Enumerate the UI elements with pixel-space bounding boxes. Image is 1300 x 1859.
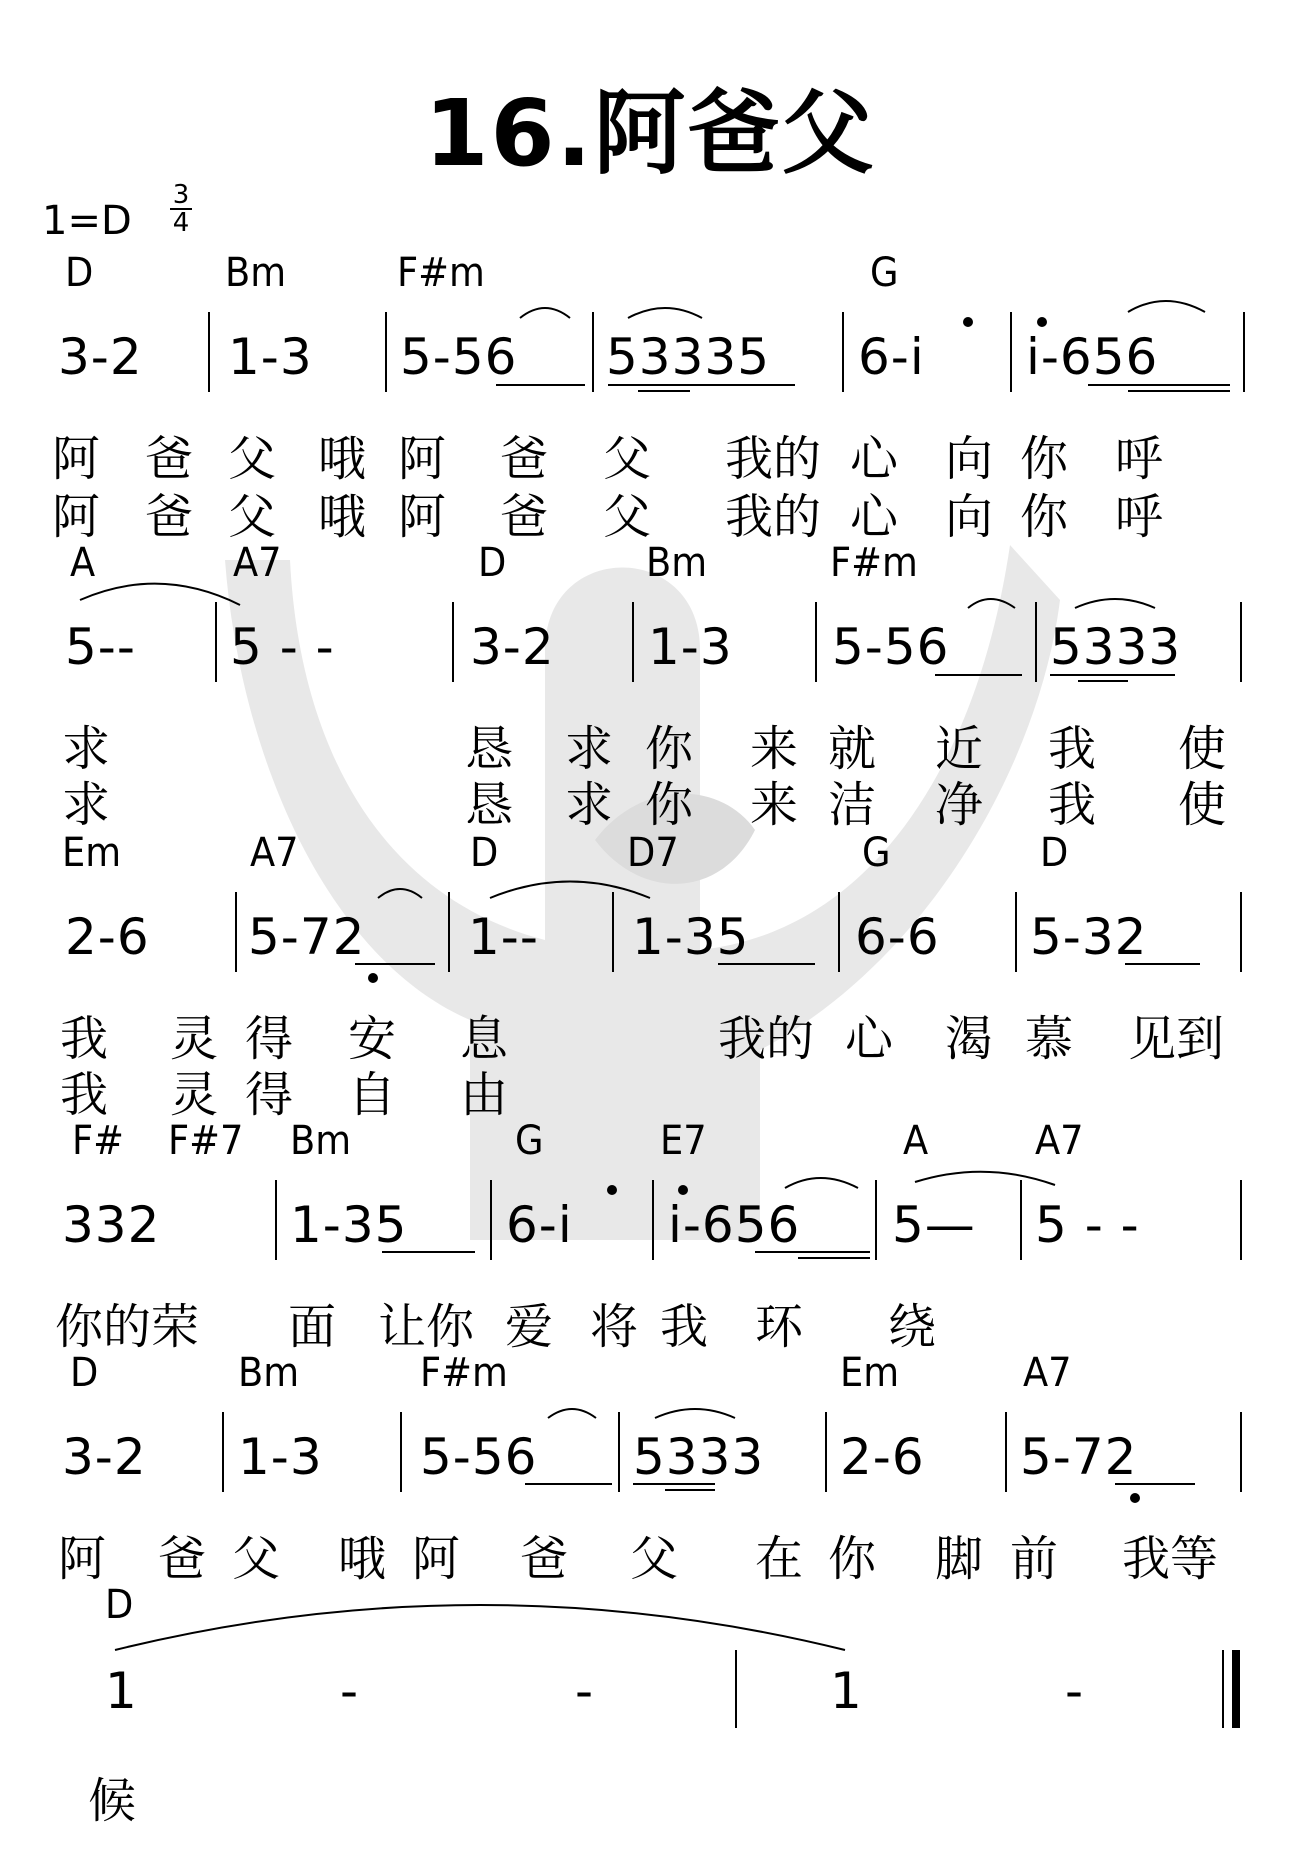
- tie: [548, 1409, 596, 1418]
- note-group: i-656: [1026, 328, 1159, 386]
- lyric: 使: [1178, 721, 1227, 777]
- chord: G: [515, 1118, 544, 1164]
- note-group: 1--: [468, 908, 539, 966]
- note-group: 3-2: [470, 618, 555, 676]
- lyric: 心: [845, 1011, 894, 1067]
- lyric: 爸: [145, 431, 194, 487]
- tie: [628, 308, 702, 318]
- tie: [520, 308, 570, 318]
- lyric: 阿: [52, 489, 101, 545]
- note-group: 5 - -: [1035, 1196, 1140, 1254]
- note-group: 5 - -: [230, 618, 335, 676]
- lyric: 阿: [412, 1531, 461, 1587]
- note-group: 5--: [65, 618, 136, 676]
- lyric: 向: [945, 431, 994, 487]
- chord: F#: [72, 1118, 125, 1164]
- time-numerator: 3: [172, 180, 190, 210]
- lyric: 你: [1020, 431, 1069, 487]
- lyric: 爸: [500, 431, 549, 487]
- lyric: 爸: [520, 1531, 569, 1587]
- chord: Em: [62, 830, 122, 876]
- lyric: 父: [232, 1531, 281, 1587]
- lyric: 父: [603, 431, 652, 487]
- lyric: 来: [750, 721, 799, 777]
- lyric: 绕: [888, 1299, 937, 1355]
- octave-dot: [369, 974, 377, 982]
- lyric: 你: [645, 721, 694, 777]
- lyric: 净: [935, 777, 984, 833]
- lyric: 你: [645, 777, 694, 833]
- chord: D: [1040, 830, 1069, 876]
- chord: D7: [627, 830, 679, 876]
- lyric: 哦: [318, 431, 367, 487]
- octave-dot: [1038, 318, 1046, 326]
- lyric: 求: [62, 721, 111, 777]
- note-group: 332: [62, 1196, 161, 1254]
- lyric: 向: [945, 489, 994, 545]
- lyric: 心: [850, 489, 899, 545]
- lyric: 灵: [170, 1067, 219, 1123]
- note-group: 6-i: [506, 1196, 573, 1254]
- lyric: 爸: [145, 489, 194, 545]
- lyric: 我等: [1122, 1531, 1219, 1587]
- note-group: 53335: [606, 328, 771, 386]
- lyric: 息: [460, 1011, 509, 1067]
- chord: A7: [1023, 1350, 1072, 1396]
- chord: D: [70, 1350, 99, 1396]
- lyric: 爱: [505, 1299, 554, 1355]
- chord: G: [862, 830, 891, 876]
- octave-dot: [679, 1186, 687, 1194]
- note-group: 1-3: [648, 618, 733, 676]
- tie: [80, 584, 240, 605]
- tie: [655, 1409, 735, 1418]
- lyric: 父: [603, 489, 652, 545]
- note-group: 1: [105, 1662, 138, 1720]
- tie: [115, 1605, 845, 1650]
- lyric: 由: [460, 1067, 509, 1123]
- note-group: 1: [830, 1662, 863, 1720]
- chord: D: [470, 830, 499, 876]
- octave-dot: [608, 1186, 616, 1194]
- note-group: 2-6: [65, 908, 150, 966]
- tie: [1128, 301, 1205, 312]
- lyric: 恳: [465, 721, 514, 777]
- lyric: 呼: [1115, 489, 1164, 545]
- chord: Bm: [238, 1350, 300, 1396]
- lyric: 近: [935, 721, 984, 777]
- lyric: 前: [1010, 1531, 1059, 1587]
- lyric: 父: [228, 489, 277, 545]
- lyric: 我: [60, 1011, 109, 1067]
- lyric: 让你: [378, 1299, 475, 1355]
- chord: F#m: [420, 1350, 508, 1396]
- lyric: 哦: [318, 489, 367, 545]
- lyric: 求: [565, 777, 614, 833]
- note-group: 1-35: [290, 1196, 408, 1254]
- chord: F#7: [168, 1118, 244, 1164]
- lyric: 在: [755, 1531, 804, 1587]
- chord: Bm: [646, 540, 708, 586]
- lyric: 来: [750, 777, 799, 833]
- note-group: -: [340, 1662, 360, 1720]
- note-group: 5333: [1050, 618, 1182, 676]
- chord: D: [105, 1582, 134, 1628]
- note-group: 3-2: [58, 328, 143, 386]
- lyric: 就: [828, 721, 877, 777]
- octave-dot: [964, 318, 972, 326]
- note-group: 6-6: [855, 908, 940, 966]
- key-signature: 1=D: [42, 198, 132, 244]
- note-group: 5-72: [1020, 1428, 1138, 1486]
- lyric: 灵: [170, 1011, 219, 1067]
- chord: F#m: [830, 540, 918, 586]
- chord: Bm: [290, 1118, 352, 1164]
- lyric: 你: [1020, 489, 1069, 545]
- note-group: i-656: [668, 1196, 801, 1254]
- lyric: 安: [348, 1011, 397, 1067]
- tie: [968, 599, 1015, 608]
- lyric: 得: [245, 1011, 294, 1067]
- chord: A: [70, 540, 96, 586]
- lyric: 渴: [945, 1011, 994, 1067]
- tie: [915, 1172, 1055, 1185]
- lyric: 父: [630, 1531, 679, 1587]
- lyric: 爸: [158, 1531, 207, 1587]
- chord: G: [870, 250, 899, 296]
- note-group: 3-2: [62, 1428, 147, 1486]
- chord: A: [903, 1118, 929, 1164]
- lyric: 我: [60, 1067, 109, 1123]
- lyric: 自: [348, 1067, 397, 1123]
- lyric: 阿: [52, 431, 101, 487]
- note-group: 2-6: [840, 1428, 925, 1486]
- chord: Em: [840, 1350, 900, 1396]
- note-group: 5-72: [248, 908, 366, 966]
- lyric: 求: [62, 777, 111, 833]
- note-group: 1-35: [632, 908, 750, 966]
- note-group: 5-56: [420, 1428, 538, 1486]
- lyric: 哦: [338, 1531, 387, 1587]
- lyric: 慕: [1025, 1011, 1074, 1067]
- note-group: 1-3: [238, 1428, 323, 1486]
- lyric: 面: [288, 1299, 337, 1355]
- song-title: 16.阿爸父: [424, 80, 876, 187]
- lyric: 父: [228, 431, 277, 487]
- note-group: 5-56: [832, 618, 950, 676]
- lyric: 心: [850, 431, 899, 487]
- octave-dot: [1131, 1494, 1139, 1502]
- lyric: 我的: [725, 431, 822, 487]
- tie: [785, 1178, 858, 1188]
- note-group: -: [1065, 1662, 1085, 1720]
- lyric: 呼: [1115, 431, 1164, 487]
- note-group: 6-i: [858, 328, 925, 386]
- lyric: 洁: [828, 777, 877, 833]
- time-denominator: 4: [172, 208, 190, 238]
- lyric: 我: [1048, 721, 1097, 777]
- lyric: 我: [1048, 777, 1097, 833]
- tie: [378, 889, 422, 898]
- chord: D: [65, 250, 94, 296]
- lyric: 阿: [398, 431, 447, 487]
- lyric: 将: [590, 1299, 639, 1355]
- lyric: 爸: [500, 489, 549, 545]
- lyric: 候: [88, 1773, 137, 1829]
- chord: A7: [250, 830, 299, 876]
- note-group: 5-32: [1030, 908, 1148, 966]
- chord: E7: [660, 1118, 707, 1164]
- chord: F#m: [397, 250, 485, 296]
- lyric: 见到: [1128, 1011, 1225, 1067]
- chord: A7: [233, 540, 282, 586]
- chord: D: [478, 540, 507, 586]
- lyric: 我的: [725, 489, 822, 545]
- lyric: 阿: [398, 489, 447, 545]
- lyric: 阿: [58, 1531, 107, 1587]
- lyric: 使: [1178, 777, 1227, 833]
- tie: [490, 882, 650, 899]
- lyric: 我: [660, 1299, 709, 1355]
- chord: A7: [1035, 1118, 1084, 1164]
- lyric: 脚: [935, 1531, 984, 1587]
- tie: [1075, 599, 1155, 608]
- lyric: 我的: [718, 1011, 815, 1067]
- lyric: 你的荣: [55, 1299, 200, 1355]
- note-group: 5—: [892, 1196, 976, 1254]
- lyric: 得: [245, 1067, 294, 1123]
- note-group: -: [575, 1662, 595, 1720]
- note-group: 5-56: [400, 328, 518, 386]
- note-group: 5333: [633, 1428, 765, 1486]
- lyric: 环: [755, 1299, 804, 1355]
- lyric: 恳: [465, 777, 514, 833]
- note-group: 1-3: [228, 328, 313, 386]
- lyric: 求: [565, 721, 614, 777]
- chord: Bm: [225, 250, 287, 296]
- lyric: 你: [828, 1531, 877, 1587]
